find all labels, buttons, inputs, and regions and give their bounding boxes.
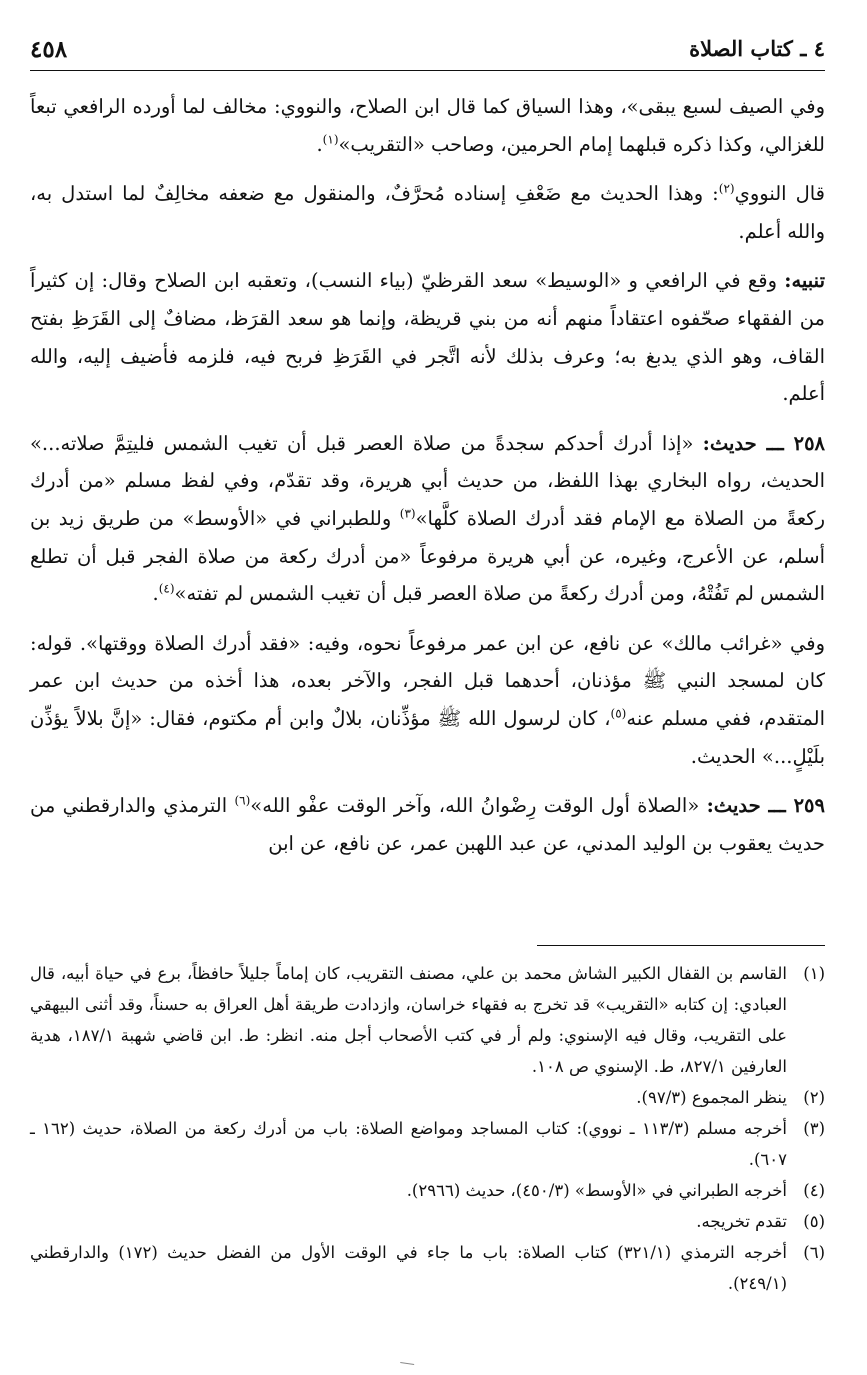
- footnote-number: (٤): [803, 1181, 825, 1200]
- footnote-number: (١): [803, 964, 825, 983]
- footnote-item: (٢) ينظر المجموع (٩٧/٣).: [30, 1082, 825, 1113]
- note-paragraph: تنبيه: وقع في الرافعي و «الوسيط» سعد القرظيّ (بياء النسب)، وتعقبه ابن الصلاح وقال: إن كثيراً من الفقهاء صحّفوه اعتقاداً منهم أنه من بني قريظة، وإنما هو سعد القرَظ، مضافٌ إلى القَرَظِ بفتح القاف، وهو الذي يدبغ به؛ وعرف بذلك لأنه اتَّجر في القَرَظِ فربح فيه، فلزمه فأضيف إليه، والله أعلم.: [30, 269, 825, 406]
- footnote-ref: (٢): [718, 181, 735, 196]
- paragraph-5: وفي «غرائب مالك» عن نافع، عن ابن عمر مرفوعاً نحوه، وفيه: «فقد أدرك الصلاة ووقتها». قوله: كان لمسجد النبي ﷺ مؤذنان، أحدهما قبل الفجر، والآخر بعده، هذا أخذه من حديث ابن عمر المتقدم، ففي مسلم عنه$^{(٥)}$، كان لرسول الله ﷺ مؤذِّنان، بلالٌ وابن أم مكتوم، فقال: «إنَّ بلالاً يؤذِّن بلَيْلٍ...» الحديث.: [30, 631, 825, 768]
- page-header: [30, 36, 825, 68]
- footnote-number: (٦): [803, 1243, 825, 1262]
- main-text: [30, 88, 825, 862]
- footnote-item: (٥) تقدم تخريجه.: [30, 1206, 825, 1237]
- footnotes: [30, 958, 825, 1299]
- paragraph-1: وفي الصيف لسبع يبقى»، وهذا السياق كما قال ابن الصلاح، والنووي: مخالف لما أورده الرافعي تبعاً للغزالي، وكذا ذكره قبلهما إمام الحرمين، وصاحب «التقريب»$^{(١)}$.: [30, 95, 825, 156]
- footnote-ref: (١): [322, 132, 339, 147]
- running-title: ٤ ـ كتاب الصلاة: [689, 36, 825, 61]
- footnote-divider: [537, 945, 825, 946]
- footnote-item: (٦) أخرجه الترمذي (٣٢١/١) كتاب الصلاة: باب ما جاء في الوقت الأول من الفضل حديث (١٧٢) والدارقطني (٢٤٩/١).: [30, 1237, 825, 1299]
- footnote-ref: (٤): [158, 581, 175, 596]
- footnote-ref: (٥): [610, 706, 627, 721]
- hadith-label: ٢٥٨ ـــ حديث:: [702, 431, 826, 455]
- scan-mark: [400, 1362, 414, 1368]
- footnote-number: (٥): [803, 1212, 825, 1231]
- page-number: ٤٥٨: [30, 36, 68, 63]
- header-divider: [30, 70, 825, 71]
- hadith-259: ٢٥٩ ـــ حديث: «الصلاة أول الوقت رِضْوانُ الله، وآخر الوقت عفْو الله»$^{(٦)}$ الترمذي والدارقطني من حديث يعقوب بن الوليد المدني، عن عبد اللهبن عمر، عن نافع، عن ابن: [30, 793, 825, 855]
- footnote-number: (٢): [803, 1088, 825, 1107]
- footnote-ref: (٦): [234, 793, 251, 808]
- footnote-item: (١) القاسم بن القفال الكبير الشاش محمد بن علي، مصنف التقريب، كان إماماً جليلاً حافظاً، برع في حياة أبيه، قال العبادي: إن كتابه «التقريب» قد تخرج به فقهاء خراسان، وازدادت طريقة أهل العراق به حسناً، وقد أثنى البيهقي على التقريب، وقال فيه الإسنوي: ولم أر في كتب الأصحاب أجل منه. انظر: ط. ابن قاضي شهبة ١٨٧/١، هدية العارفين ٨٢٧/١، ط. الإسنوي ص ١٠٨.: [30, 958, 825, 1082]
- hadith-label: ٢٥٩ ـــ حديث:: [706, 794, 825, 818]
- footnote-item: (٤) أخرجه الطبراني في «الأوسط» (٤٥٠/٣)، حديث (٢٩٦٦).: [30, 1175, 825, 1206]
- footnote-number: (٣): [803, 1119, 825, 1138]
- hadith-258: ٢٥٨ ـــ حديث: «إذا أدرك أحدكم سجدةً من صلاة العصر قبل أن تغيب الشمس فليتِمَّ صلاته...» الحديث، رواه البخاري بهذا اللفظ، من حديث أبي هريرة، وقد تقدّم، وفي لفظ مسلم «من أدرك ركعةً من الصلاة مع الإمام فقد أدرك الصلاة كلَّها»$^{(٣)}$ وللطبراني في «الأوسط» من طريق زيد بن أسلم، عن الأعرج، وغيره، عن أبي هريرة مرفوعاً «من أدرك ركعة من صلاة الفجر قبل أن تطلع الشمس لم تَفُتْهُ، ومن أدرك ركعةً من صلاة العصر قبل أن تغيب الشمس لم تفته»$^{(٤)}$.: [30, 431, 826, 606]
- footnote-ref: (٣): [399, 506, 416, 521]
- footnote-item: (٣) أخرجه مسلم (١١٣/٣ ـ نووي): كتاب المساجد ومواضع الصلاة: باب من أدرك ركعة من الصلاة، حديث (١٦٢ ـ ٦٠٧).: [30, 1113, 825, 1175]
- note-label: تنبيه:: [784, 269, 825, 293]
- paragraph-2: قال النووي$^{(٢)}$: وهذا الحديث مع ضَعْفِ إسناده مُحرَّفٌ، والمنقول مع ضعفه مخالِفٌ لما استدل به، والله أعلم.: [30, 181, 825, 243]
